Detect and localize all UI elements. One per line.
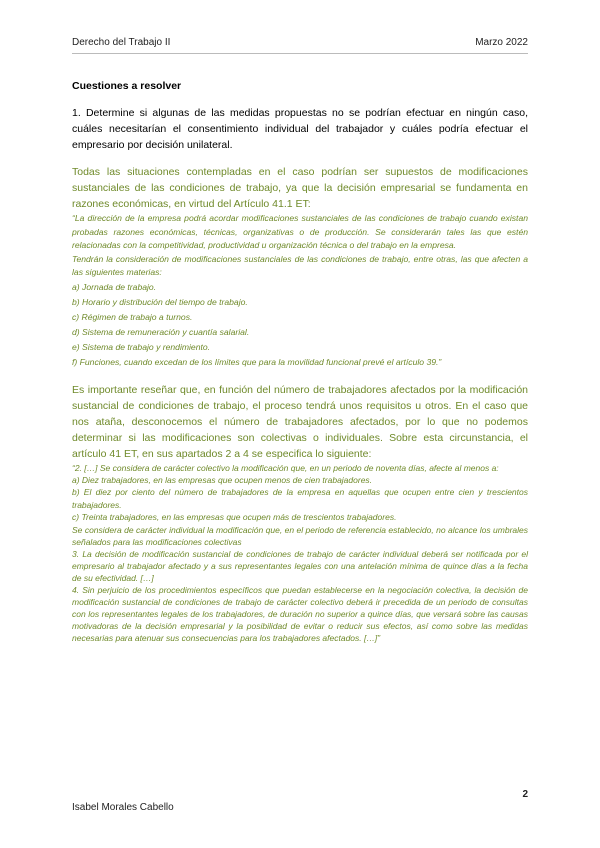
page-content — [72, 80, 528, 644]
answer-1-list-item: d) Sistema de remuneración y cuantía salarial. — [72, 326, 250, 337]
page-header — [72, 37, 528, 54]
answer-block-2 — [72, 382, 528, 644]
answer-1-list-item: e) Sistema de trabajo y rendimiento. — [72, 341, 211, 352]
answer-2-list-item: b) El diez por ciento del número de trabajadores de la empresa en aquellas que ocupen entre cien y trescientos trabajadores. — [72, 487, 528, 510]
answer-2-quote-paragraph-1: “2. […] Se considera de carácter colectivo la modificación que, en un periodo de noventa días, afecte al menos a: — [72, 462, 499, 473]
answer-1-quote-paragraph-2: Tendrán la consideración de modificaciones sustanciales de las condiciones de trabajo, entre otras, las que afecten a las siguientes materias: — [72, 253, 528, 277]
header-course-title: Derecho del Trabajo II — [72, 37, 171, 48]
footer-author: Isabel Morales Cabello — [72, 802, 174, 813]
answer-2-intro: Es importante reseñar que, en función del número de trabajadores afectados por la modificación sustancial de condiciones de trabajo, el proceso tendrá unos requisitos u otros. En el caso que nos ataña, desconocemos el número de trabajadores afectados, por lo que no podemos determinar si las modificaciones son colectivas o individuales. Sobre esta circunstancia, el artículo 41 ET, en sus apartados 2 a 4 se especifica lo siguiente: — [72, 383, 528, 460]
answer-2-list-item: c) Treinta trabajadores, en las empresas que ocupen más de trescientos trabajadores. — [72, 512, 397, 522]
answer-2-quote-paragraph-2: Se considera de carácter individual la modificación que, en el periodo de referencia establecido, no alcance los umbrales señalados para las modificaciones colectivas — [72, 524, 528, 547]
header-date: Marzo 2022 — [475, 37, 528, 48]
answer-block-1 — [72, 164, 528, 370]
answer-1-list-item: b) Horario y distribución del tiempo de trabajo. — [72, 296, 248, 307]
question-1: 1. Determine si algunas de las medidas propuestas no se podrían efectuar en ningún caso, cuáles necesitarían el consentimiento individual del trabajador y cuáles podría efectuar el empresario por decisión unilateral. — [72, 107, 528, 151]
page-number: 2 — [522, 789, 528, 800]
answer-1-intro: Todas las situaciones contempladas en el caso podrían ser supuestos de modificaciones sustanciales de las condiciones de trabajo, ya que la decisión empresarial se fundamenta en razones económicas, en virtud del Artículo 41.1 ET: — [72, 166, 528, 210]
answer-1-list-item: a) Jornada de trabajo. — [72, 281, 157, 292]
answer-1-quote-paragraph-1: “La dirección de la empresa podrá acordar modificaciones sustanciales de las condiciones de trabajo cuando existan probadas razones económicas, técnicas, organizativas o de producción. Se considerarán tales las que estén relacionadas con la competitividad, productividad u organización técnica o del trabajo en la empresa. — [72, 213, 528, 250]
answer-2-quote-paragraph-4: 4. Sin perjuicio de los procedimientos específicos que puedan establecerse en la negociación colectiva, la decisión de modificación sustancial de condiciones de trabajo de carácter colectivo deberá ir precedida de un periodo de consultas con los representantes legales de los trabajadores, de duración no superior a quince días, que versará sobre las causas motivadoras de la decisión empresarial y la posibilidad de evitar o reducir sus efectos, así como sobre las medidas necesarias para atenuar sus consecuencias para los trabajadores afectados. […]” — [72, 584, 528, 643]
answer-2-quote-paragraph-3: 3. La decisión de modificación sustancial de condiciones de trabajo de carácter individual deberá ser notificada por el empresario al trabajador afectado y a sus representantes legales con una antelación mínima de quince días a la fecha de su efectividad. […] — [72, 548, 528, 583]
answer-2-list-item: a) Diez trabajadores, en las empresas que ocupen menos de cien trabajadores. — [72, 474, 373, 485]
answer-1-list-item: f) Funciones, cuando excedan de los límites que para la movilidad funcional prevé el artículo 39.” — [72, 356, 442, 367]
section-title: Cuestiones a resolver — [72, 80, 182, 92]
answer-1-list-item: c) Régimen de trabajo a turnos. — [72, 311, 193, 322]
